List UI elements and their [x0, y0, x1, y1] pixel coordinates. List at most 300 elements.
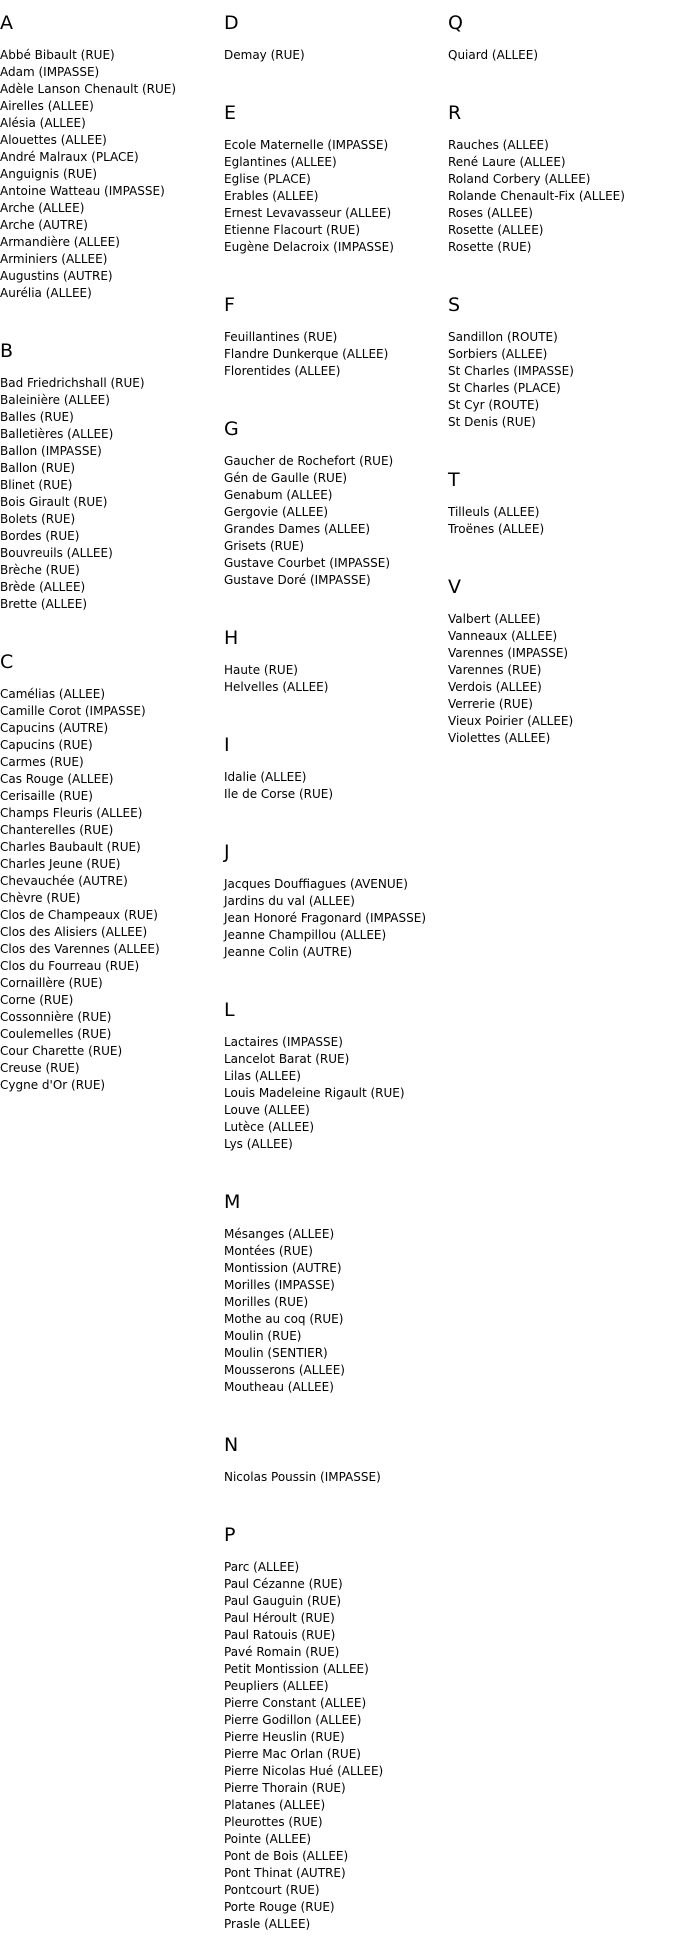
letter-section-c [0, 639, 222, 1094]
street-link[interactable]: Mothe au coq (RUE) [224, 1312, 344, 1326]
street-link[interactable]: Creuse (RUE) [0, 1061, 80, 1075]
street-list-item [224, 1469, 446, 1486]
street-list-item [224, 1226, 446, 1243]
street-link[interactable]: Feuillantines (RUE) [224, 330, 338, 344]
street-link[interactable]: Vieux Poirier (ALLEE) [448, 714, 574, 728]
street-link[interactable]: Bolets (RUE) [0, 512, 76, 526]
street-link[interactable]: Parc (ALLEE) [224, 1560, 300, 1574]
street-list-item [0, 132, 222, 149]
street-link[interactable]: Prasle (ALLEE) [224, 1917, 311, 1931]
letter-heading: A [0, 12, 13, 34]
street-link[interactable]: St Denis (RUE) [448, 415, 536, 429]
letter-section-m [224, 1179, 446, 1396]
street-list-item [0, 81, 222, 98]
street-link[interactable]: Pierre Godillon (ALLEE) [224, 1713, 362, 1727]
letter-section-f [224, 282, 446, 380]
street-link[interactable]: Cossonnière (RUE) [0, 1010, 112, 1024]
street-link[interactable]: Pavé Romain (RUE) [224, 1645, 340, 1659]
street-link[interactable]: Platanes (ALLEE) [224, 1798, 326, 1812]
street-list-item [448, 363, 670, 380]
street-link[interactable]: Armandière (ALLEE) [0, 235, 120, 249]
street-link[interactable]: Carmes (RUE) [0, 755, 84, 769]
street-link[interactable]: Genabum (ALLEE) [224, 488, 333, 502]
street-link[interactable]: René Laure (ALLEE) [448, 155, 566, 169]
street-list-item [0, 839, 222, 856]
street-link[interactable]: Gustave Doré (IMPASSE) [224, 573, 371, 587]
street-link[interactable]: Peupliers (ALLEE) [224, 1679, 329, 1693]
street-list [224, 329, 446, 380]
street-link[interactable]: Cornaillère (RUE) [0, 976, 103, 990]
street-list-item [448, 397, 670, 414]
street-list-item [0, 941, 222, 958]
street-link[interactable]: Brette (ALLEE) [0, 597, 87, 611]
street-link[interactable]: Eugène Delacroix (IMPASSE) [224, 240, 394, 254]
street-link[interactable]: Pleurottes (RUE) [224, 1815, 323, 1829]
street-link[interactable]: Rosette (RUE) [448, 240, 532, 254]
street-list-item [224, 1034, 446, 1051]
street-link[interactable]: Sorbiers (ALLEE) [448, 347, 548, 361]
street-link[interactable]: Louis Madeleine Rigault (RUE) [224, 1086, 405, 1100]
street-index-column-1 [0, 0, 222, 1120]
street-list-item [224, 786, 446, 803]
street-link[interactable]: Ballon (RUE) [0, 461, 76, 475]
letter-heading: G [224, 418, 239, 440]
street-list-item [224, 1610, 446, 1627]
street-link[interactable]: Montées (RUE) [224, 1244, 313, 1258]
street-link[interactable]: Adam (IMPASSE) [0, 65, 100, 79]
street-link[interactable]: Charles Baubault (RUE) [0, 840, 141, 854]
street-list-item [0, 596, 222, 613]
letter-section-p [224, 1512, 446, 1933]
street-list-item [0, 579, 222, 596]
street-list-item [0, 703, 222, 720]
street-link[interactable]: Morilles (IMPASSE) [224, 1278, 335, 1292]
street-link[interactable]: Lilas (ALLEE) [224, 1069, 301, 1083]
street-list [448, 47, 670, 64]
street-link[interactable]: Mésanges (ALLEE) [224, 1227, 335, 1241]
street-link[interactable]: St Charles (IMPASSE) [448, 364, 574, 378]
street-list-item [224, 205, 446, 222]
street-list-item [224, 1311, 446, 1328]
street-list-item [0, 822, 222, 839]
street-link[interactable]: Troënes (ALLEE) [448, 522, 545, 536]
letter-section-r [448, 90, 670, 256]
street-link[interactable]: Coulemelles (RUE) [0, 1027, 112, 1041]
street-list-item [224, 346, 446, 363]
street-list-item [448, 329, 670, 346]
street-list-item [448, 47, 670, 64]
street-list-item [448, 188, 670, 205]
street-list-item [224, 1797, 446, 1814]
street-link[interactable]: Alouettes (ALLEE) [0, 133, 107, 147]
street-list-item [448, 645, 670, 662]
street-list-item [224, 1729, 446, 1746]
street-link[interactable]: Chevauchée (AUTRE) [0, 874, 128, 888]
street-link[interactable]: Blinet (RUE) [0, 478, 73, 492]
street-link[interactable]: Montission (AUTRE) [224, 1261, 342, 1275]
street-link[interactable]: Anguignis (RUE) [0, 167, 98, 181]
street-list-item [224, 1379, 446, 1396]
street-link[interactable]: Eglantines (ALLEE) [224, 155, 337, 169]
street-list-item [224, 1345, 446, 1362]
street-list-item [0, 375, 222, 392]
street-link[interactable]: Bouvreuils (ALLEE) [0, 546, 113, 560]
street-list-item [224, 1068, 446, 1085]
street-link[interactable]: Jeanne Champillou (ALLEE) [224, 928, 387, 942]
street-list [224, 1469, 446, 1486]
street-list-item [0, 217, 222, 234]
letter-heading: N [224, 1434, 239, 1456]
letter-section-s [448, 282, 670, 431]
street-link[interactable]: Paul Gauguin (RUE) [224, 1594, 342, 1608]
street-link[interactable]: Moutheau (ALLEE) [224, 1380, 334, 1394]
street-list-item [224, 1260, 446, 1277]
street-link[interactable]: Ile de Corse (RUE) [224, 787, 334, 801]
street-list-item [448, 679, 670, 696]
street-link[interactable]: Balletières (ALLEE) [0, 427, 114, 441]
street-link[interactable]: Pontcourt (RUE) [224, 1883, 320, 1897]
street-list-item [224, 47, 446, 64]
letter-heading: B [0, 340, 14, 362]
letter-heading: L [224, 999, 235, 1021]
street-list [0, 47, 222, 302]
street-list-item [224, 1559, 446, 1576]
letter-section-e [224, 90, 446, 256]
street-index-column-3 [448, 0, 670, 773]
street-list-item [224, 487, 446, 504]
street-list-item [224, 1746, 446, 1763]
street-list-item [0, 183, 222, 200]
street-list-item [0, 511, 222, 528]
letter-section-l [224, 987, 446, 1153]
street-link[interactable]: Cas Rouge (ALLEE) [0, 772, 114, 786]
street-list-item [0, 47, 222, 64]
street-link[interactable]: Erables (ALLEE) [224, 189, 319, 203]
street-link[interactable]: Cygne d'Or (RUE) [0, 1078, 106, 1092]
street-list-item [224, 521, 446, 538]
street-list-item [224, 1882, 446, 1899]
street-link[interactable]: Varennes (IMPASSE) [448, 646, 569, 660]
street-list-item [0, 720, 222, 737]
street-list-item [224, 769, 446, 786]
street-list-item [224, 1831, 446, 1848]
street-link[interactable]: Gergovie (ALLEE) [224, 505, 329, 519]
street-link[interactable]: Rauches (ALLEE) [448, 138, 549, 152]
street-list-item [224, 1243, 446, 1260]
street-link[interactable]: Bois Girault (RUE) [0, 495, 108, 509]
street-list-item [0, 200, 222, 217]
street-link[interactable]: Lancelot Barat (RUE) [224, 1052, 350, 1066]
street-list-item [224, 893, 446, 910]
letter-section-i [224, 722, 446, 803]
street-link[interactable]: Cour Charette (RUE) [0, 1044, 123, 1058]
street-link[interactable]: Haute (RUE) [224, 663, 298, 677]
street-link[interactable]: Ecole Maternelle (IMPASSE) [224, 138, 389, 152]
street-link[interactable]: St Cyr (ROUTE) [448, 398, 540, 412]
street-list-item [224, 1627, 446, 1644]
street-list-item [224, 876, 446, 893]
street-list [448, 504, 670, 538]
street-link[interactable]: Gaucher de Rochefort (RUE) [224, 454, 394, 468]
street-list [0, 686, 222, 1094]
street-link[interactable]: Balles (RUE) [0, 410, 74, 424]
street-list-item [0, 166, 222, 183]
street-list-item [0, 1077, 222, 1094]
street-link[interactable]: Morilles (RUE) [224, 1295, 309, 1309]
street-link[interactable]: Clos des Alisiers (ALLEE) [0, 925, 148, 939]
street-link[interactable]: Lys (ALLEE) [224, 1137, 293, 1151]
street-list-item [0, 1060, 222, 1077]
street-link[interactable]: Camélias (ALLEE) [0, 687, 105, 701]
street-link[interactable]: Gustave Courbet (IMPASSE) [224, 556, 391, 570]
street-link[interactable]: Moulin (SENTIER) [224, 1346, 328, 1360]
street-link[interactable]: Pierre Nicolas Hué (ALLEE) [224, 1764, 384, 1778]
street-link[interactable]: Cerisaille (RUE) [0, 789, 93, 803]
street-link[interactable]: Lutèce (ALLEE) [224, 1120, 315, 1134]
street-list-item [448, 696, 670, 713]
street-list-item [224, 1814, 446, 1831]
street-list-item [224, 1763, 446, 1780]
street-link[interactable]: Grisets (RUE) [224, 539, 305, 553]
street-link[interactable]: Verdois (ALLEE) [448, 680, 542, 694]
street-link[interactable]: Demay (RUE) [224, 48, 305, 62]
street-link[interactable]: Champs Fleuris (ALLEE) [0, 806, 143, 820]
street-link[interactable]: Chanterelles (RUE) [0, 823, 114, 837]
street-link[interactable]: Varennes (RUE) [448, 663, 542, 677]
street-link[interactable]: Pointe (ALLEE) [224, 1832, 312, 1846]
street-link[interactable]: Charles Jeune (RUE) [0, 857, 121, 871]
street-list-item [0, 443, 222, 460]
street-list-item [0, 1009, 222, 1026]
street-link[interactable]: Clos des Varennes (ALLEE) [0, 942, 160, 956]
letter-section-d [224, 0, 446, 64]
street-link[interactable]: Roses (ALLEE) [448, 206, 533, 220]
street-link[interactable]: Pont Thinat (AUTRE) [224, 1866, 346, 1880]
street-list-item [448, 222, 670, 239]
letter-section-g [224, 406, 446, 589]
street-list-item [224, 1916, 446, 1933]
street-link[interactable]: Petit Montission (ALLEE) [224, 1662, 369, 1676]
street-link[interactable]: Clos du Fourreau (RUE) [0, 959, 140, 973]
street-list-item [224, 1848, 446, 1865]
street-list-item [224, 329, 446, 346]
street-list-item [0, 907, 222, 924]
street-list-item [448, 504, 670, 521]
street-link[interactable]: Camille Corot (IMPASSE) [0, 704, 146, 718]
street-list-item [0, 64, 222, 81]
street-link[interactable]: Louve (ALLEE) [224, 1103, 310, 1117]
letter-heading: I [224, 734, 230, 756]
street-link[interactable]: Arche (AUTRE) [0, 218, 88, 232]
street-list-item [224, 572, 446, 589]
street-link[interactable]: Brède (ALLEE) [0, 580, 86, 594]
street-link[interactable]: Moulin (RUE) [224, 1329, 302, 1343]
street-list-item [0, 737, 222, 754]
street-list-item [224, 1085, 446, 1102]
street-list-item [0, 788, 222, 805]
street-link[interactable]: Pont de Bois (ALLEE) [224, 1849, 349, 1863]
street-link[interactable]: Jacques Douffiagues (AVENUE) [224, 877, 408, 891]
street-link[interactable]: Pierre Thorain (RUE) [224, 1781, 346, 1795]
street-list-item [224, 1294, 446, 1311]
street-link[interactable]: Pierre Constant (ALLEE) [224, 1696, 367, 1710]
street-link[interactable]: Pierre Heuslin (RUE) [224, 1730, 345, 1744]
street-link[interactable]: Roland Corbery (ALLEE) [448, 172, 591, 186]
street-link[interactable]: Paul Ratouis (RUE) [224, 1628, 336, 1642]
street-list-item [448, 628, 670, 645]
street-list-item [448, 137, 670, 154]
street-link[interactable]: Porte Rouge (RUE) [224, 1900, 335, 1914]
street-link[interactable]: Helvelles (ALLEE) [224, 680, 329, 694]
street-link[interactable]: Gén de Gaulle (RUE) [224, 471, 348, 485]
street-link[interactable]: Bad Friedrichshall (RUE) [0, 376, 145, 390]
street-link[interactable]: Capucins (RUE) [0, 738, 93, 752]
street-link[interactable]: Jean Honoré Fragonard (IMPASSE) [224, 911, 427, 925]
street-link[interactable]: Vanneaux (ALLEE) [448, 629, 558, 643]
street-link[interactable]: Quiard (ALLEE) [448, 48, 538, 62]
street-link[interactable]: Grandes Dames (ALLEE) [224, 522, 371, 536]
street-link[interactable]: Flandre Dunkerque (ALLEE) [224, 347, 389, 361]
letter-heading: E [224, 102, 237, 124]
street-list [224, 769, 446, 803]
street-list [224, 876, 446, 961]
street-link[interactable]: Paul Héroult (RUE) [224, 1611, 335, 1625]
street-link[interactable]: Brèche (RUE) [0, 563, 80, 577]
street-list-item [224, 222, 446, 239]
letter-section-v [448, 564, 670, 747]
street-link[interactable]: Valbert (ALLEE) [448, 612, 541, 626]
street-link[interactable]: Idalie (ALLEE) [224, 770, 307, 784]
street-list-item [0, 975, 222, 992]
street-list-item [224, 453, 446, 470]
street-link[interactable]: St Charles (PLACE) [448, 381, 561, 395]
street-list-item [224, 1593, 446, 1610]
street-link[interactable]: Chèvre (RUE) [0, 891, 81, 905]
street-list-item [448, 205, 670, 222]
street-list-item [448, 171, 670, 188]
street-list-item [0, 771, 222, 788]
letter-heading: S [448, 294, 461, 316]
street-list [448, 611, 670, 747]
street-list-item [0, 958, 222, 975]
street-list [448, 137, 670, 256]
street-link[interactable]: Ballon (IMPASSE) [0, 444, 102, 458]
street-list-item [0, 1043, 222, 1060]
street-list-item [448, 730, 670, 747]
street-link[interactable]: Augustins (AUTRE) [0, 269, 113, 283]
street-link[interactable]: Nicolas Poussin (IMPASSE) [224, 1470, 381, 1484]
letter-section-t [448, 457, 670, 538]
street-list-item [0, 992, 222, 1009]
street-link[interactable]: Airelles (ALLEE) [0, 99, 94, 113]
street-link[interactable]: Jeanne Colin (AUTRE) [224, 945, 353, 959]
street-link[interactable]: Abbé Bibault (RUE) [0, 48, 115, 62]
street-list-item [448, 662, 670, 679]
street-link[interactable]: Capucins (AUTRE) [0, 721, 109, 735]
street-link[interactable]: Adèle Lanson Chenault (RUE) [0, 82, 177, 96]
street-link[interactable]: Violettes (ALLEE) [448, 731, 551, 745]
street-link[interactable]: Pierre Mac Orlan (RUE) [224, 1747, 361, 1761]
street-list-item [224, 662, 446, 679]
street-link[interactable]: Paul Cézanne (RUE) [224, 1577, 343, 1591]
letter-heading: D [224, 12, 239, 34]
street-link[interactable]: André Malraux (PLACE) [0, 150, 139, 164]
street-link[interactable]: Rolande Chenault-Fix (ALLEE) [448, 189, 625, 203]
street-list-item [0, 426, 222, 443]
street-link[interactable]: Baleinière (ALLEE) [0, 393, 110, 407]
street-link[interactable]: Jardins du val (ALLEE) [224, 894, 355, 908]
street-list-item [224, 470, 446, 487]
street-list [224, 137, 446, 256]
street-list-item [224, 1899, 446, 1916]
street-link[interactable]: Eglise (PLACE) [224, 172, 311, 186]
street-link[interactable]: Lactaires (IMPASSE) [224, 1035, 343, 1049]
street-link[interactable]: Verrerie (RUE) [448, 697, 533, 711]
letter-heading: P [224, 1524, 236, 1546]
street-list-item [448, 154, 670, 171]
street-list-item [224, 1661, 446, 1678]
street-list-item [224, 1328, 446, 1345]
street-link[interactable]: Corne (RUE) [0, 993, 74, 1007]
street-list [448, 329, 670, 431]
street-link[interactable]: Arminiers (ALLEE) [0, 252, 108, 266]
street-list-item [224, 555, 446, 572]
street-list-item [224, 538, 446, 555]
street-list [224, 1559, 446, 1933]
street-list-item [0, 686, 222, 703]
street-list-item [448, 380, 670, 397]
street-link[interactable]: Etienne Flacourt (RUE) [224, 223, 361, 237]
street-list-item [224, 239, 446, 256]
street-list-item [224, 504, 446, 521]
street-link[interactable]: Arche (ALLEE) [0, 201, 85, 215]
street-link[interactable]: Antoine Watteau (IMPASSE) [0, 184, 165, 198]
street-list-item [224, 188, 446, 205]
street-list-item [0, 477, 222, 494]
street-list-item [0, 562, 222, 579]
street-link[interactable]: Clos de Champeaux (RUE) [0, 908, 158, 922]
street-link[interactable]: Tilleuls (ALLEE) [448, 505, 540, 519]
street-list-item [0, 409, 222, 426]
street-list-item [0, 856, 222, 873]
street-list-item [224, 1136, 446, 1153]
street-list-item [0, 251, 222, 268]
street-link[interactable]: Aurélia (ALLEE) [0, 286, 92, 300]
street-link[interactable]: Ernest Levavasseur (ALLEE) [224, 206, 392, 220]
letter-heading: H [224, 627, 239, 649]
street-list [224, 47, 446, 64]
street-list-item [0, 890, 222, 907]
street-list-item [0, 285, 222, 302]
street-list-item [224, 1119, 446, 1136]
street-list-item [224, 1576, 446, 1593]
letter-section-n [224, 1422, 446, 1486]
street-list [224, 453, 446, 589]
street-link[interactable]: Florentides (ALLEE) [224, 364, 341, 378]
street-list-item [0, 115, 222, 132]
letter-heading: J [224, 841, 230, 863]
street-link[interactable]: Bordes (RUE) [0, 529, 80, 543]
street-list-item [448, 713, 670, 730]
street-link[interactable]: Sandillon (ROUTE) [448, 330, 558, 344]
street-link[interactable]: Mousserons (ALLEE) [224, 1363, 345, 1377]
street-list [224, 1034, 446, 1153]
street-link[interactable]: Alésia (ALLEE) [0, 116, 86, 130]
street-link[interactable]: Rosette (ALLEE) [448, 223, 544, 237]
street-list-item [224, 679, 446, 696]
street-list-item [448, 521, 670, 538]
street-list-item [224, 171, 446, 188]
